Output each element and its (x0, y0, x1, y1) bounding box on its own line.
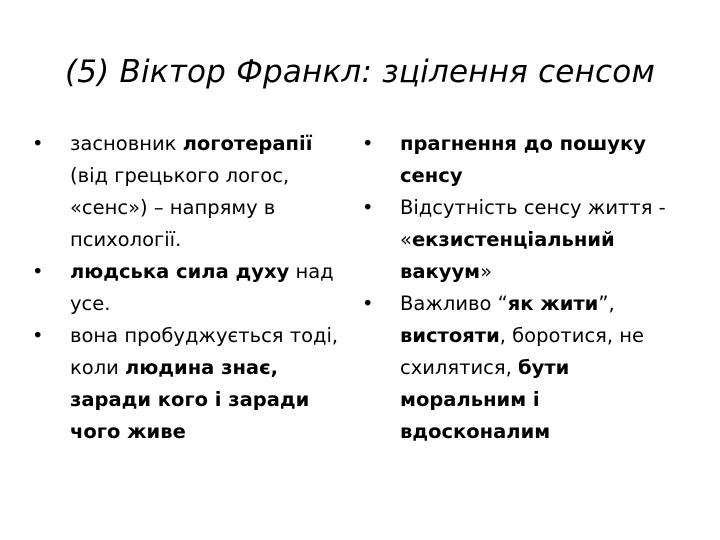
list-item (30, 256, 350, 320)
text-run: ”, (598, 292, 615, 315)
bold-text-run: бути моральним і вдосконалим (400, 356, 570, 443)
bullet-marker: • (32, 260, 44, 283)
list-item (360, 128, 695, 192)
list-item (30, 320, 350, 448)
bullet-marker: • (362, 292, 374, 315)
left-bullet-list (30, 128, 350, 448)
list-item (30, 128, 350, 256)
text-run: Відсутність сенсу життя - « (400, 196, 666, 251)
bullet-marker: • (32, 132, 44, 155)
text-run: , боротися, не схилятися, (400, 324, 645, 379)
bold-text-run: прагнення до пошуку сенсу (400, 132, 646, 187)
bullet-marker: • (362, 132, 374, 155)
text-run: засновник (70, 132, 183, 155)
left-column (30, 128, 350, 448)
bold-text-run: людська сила духу (70, 260, 290, 283)
right-bullet-list (360, 128, 695, 448)
text-run: (від грецького логос, «сенс») – напряму в психології. (70, 164, 290, 251)
bold-text-run: як жити (507, 292, 599, 315)
text-run: вона пробуджується тоді, коли (70, 324, 339, 379)
slide-title: (5) Віктор Франкл: зцілення сенсом (64, 54, 656, 90)
text-run: » (480, 260, 493, 283)
text-run: Важливо “ (400, 292, 508, 315)
bold-text-run: вистояти (400, 324, 500, 347)
bullet-marker: • (32, 324, 44, 347)
text-run: над усе. (70, 260, 334, 315)
bold-text-run: логотерапії (182, 132, 313, 155)
list-item (360, 192, 695, 288)
right-column (360, 128, 695, 448)
bullet-marker: • (362, 196, 374, 219)
bold-text-run: екзистенціальний вакуум (400, 228, 615, 283)
bold-text-run: людина знає, заради кого і заради чого живе (70, 356, 310, 443)
list-item (360, 288, 695, 448)
